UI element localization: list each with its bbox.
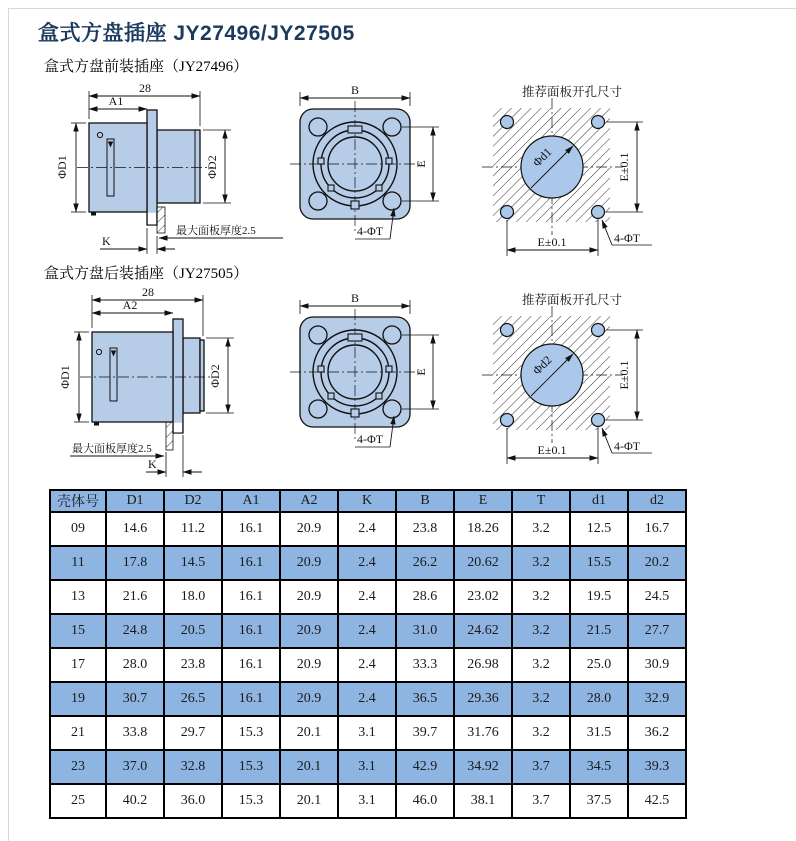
max-panel-note: 最大面板厚度2.5 [72, 443, 152, 455]
drawing-jy27496-front-view [287, 84, 463, 262]
table-row [50, 580, 686, 614]
table-cell: 3.2 [512, 580, 570, 614]
dim-label-b: B [350, 291, 360, 305]
rear-cap [200, 340, 204, 411]
table-cell: 21.5 [570, 614, 628, 648]
table-cell: 25 [50, 784, 106, 818]
table-cell: 39.3 [628, 750, 686, 784]
dim-label-28: 28 [139, 81, 151, 95]
corner-drill-hole [592, 414, 605, 427]
table-cell: 3.2 [512, 648, 570, 682]
table-row [50, 614, 686, 648]
corner-drill-hole [592, 324, 605, 337]
corner-drill-hole [592, 116, 605, 129]
dim-label-e: E [414, 160, 428, 168]
table-cell: 20.9 [280, 682, 338, 716]
mounting-hole [309, 326, 327, 344]
column-header: D2 [164, 490, 222, 512]
table-cell: 24.5 [628, 580, 686, 614]
table-cell: 36.2 [628, 716, 686, 750]
page-edge-top [8, 8, 796, 9]
table-cell: 3.7 [512, 784, 570, 818]
table-cell: 20.1 [280, 716, 338, 750]
table-cell: 38.1 [454, 784, 512, 818]
table-cell: 14.5 [164, 546, 222, 580]
column-header: D1 [106, 490, 164, 512]
table-body [50, 512, 686, 818]
table-cell: 26.2 [396, 546, 454, 580]
corner-drill-hole [592, 206, 605, 219]
table-cell: 36.5 [396, 682, 454, 716]
mounting-hole [383, 118, 401, 136]
mounting-hole [309, 118, 327, 136]
dim-label-e-tol-h: E±0.1 [537, 235, 567, 249]
drawing-jy27505-panel-cutout [460, 288, 690, 474]
table-cell: 11 [50, 546, 106, 580]
dim-label-4phiT: 4-ΦT [357, 224, 384, 238]
table-cell: 20.9 [280, 512, 338, 546]
flange-face [290, 101, 420, 233]
column-header: d1 [570, 490, 628, 512]
header-row [50, 490, 686, 512]
dim-label-phi-d1: Φd1 [529, 144, 555, 170]
table-cell: 23.02 [454, 580, 512, 614]
table-cell: 09 [50, 512, 106, 546]
table-cell: 23.8 [164, 648, 222, 682]
table-cell: 26.98 [454, 648, 512, 682]
column-header: A1 [222, 490, 280, 512]
table-cell: 13 [50, 580, 106, 614]
table-cell: 16.1 [222, 648, 280, 682]
panel-cutout [482, 306, 623, 443]
table-cell: 23.8 [396, 512, 454, 546]
table-cell: 14.6 [106, 512, 164, 546]
table-cell: 16.1 [222, 546, 280, 580]
table-cell: 32.9 [628, 682, 686, 716]
rear-shell [183, 338, 200, 413]
table-cell: 24.8 [106, 614, 164, 648]
table-cell: 46.0 [396, 784, 454, 818]
dim-label-b: B [350, 83, 360, 97]
column-header: d2 [628, 490, 686, 512]
table-cell: 20.62 [454, 546, 512, 580]
dimension-lines [92, 295, 203, 336]
panel-section-hatch [157, 207, 165, 233]
section-label-rear-mount: 盒式方盘后装插座（JY27505） [44, 266, 249, 282]
table-cell: 37.0 [106, 750, 164, 784]
table-row [50, 716, 686, 750]
table-cell: 40.2 [106, 784, 164, 818]
table-cell: 24.62 [454, 614, 512, 648]
column-header: E [454, 490, 512, 512]
table-cell: 3.1 [338, 784, 396, 818]
drawing-jy27505-side-view [50, 286, 285, 482]
table-cell: 20.9 [280, 648, 338, 682]
table-row [50, 750, 686, 784]
dim-label-4phiT: 4-ΦT [614, 439, 641, 453]
drawing-jy27505-front-view [287, 292, 463, 470]
page-title: 盒式方盘插座 JY27496/JY27505 [38, 22, 355, 45]
dim-label-a1: A1 [108, 94, 124, 108]
table-row [50, 648, 686, 682]
mounting-hole [309, 400, 327, 418]
table-cell: 16.1 [222, 512, 280, 546]
table-cell: 20.2 [628, 546, 686, 580]
table-cell: 15.5 [570, 546, 628, 580]
corner-drill-hole [501, 414, 514, 427]
connector-body-shapes [77, 110, 213, 233]
dim-label-k: K [148, 457, 157, 471]
table-cell: 20.9 [280, 580, 338, 614]
table-cell: 32.8 [164, 750, 222, 784]
dim-label-4phiT: 4-ΦT [614, 231, 641, 245]
dim-label-4phiT: 4-ΦT [357, 432, 384, 446]
dim-label-d2: ΦD2 [205, 155, 219, 179]
dim-label-d1: ΦD1 [55, 155, 69, 179]
table-cell: 15 [50, 614, 106, 648]
drawing-jy27496-side-view [50, 82, 285, 262]
table-cell: 27.7 [628, 614, 686, 648]
mounting-hole [383, 326, 401, 344]
table-cell: 30.9 [628, 648, 686, 682]
table-cell: 39.7 [396, 716, 454, 750]
connector-body-shapes [80, 319, 218, 450]
dim-label-phi-d2: Φd2 [529, 352, 555, 378]
dim-label-e-tol-v: E±0.1 [617, 360, 631, 390]
table-cell: 20.9 [280, 614, 338, 648]
mounting-hole [383, 400, 401, 418]
table-cell: 15.3 [222, 784, 280, 818]
column-header: B [396, 490, 454, 512]
table-cell: 3.2 [512, 682, 570, 716]
dimension-lines [89, 91, 200, 126]
table-cell: 29.36 [454, 682, 512, 716]
column-header: K [338, 490, 396, 512]
table-cell: 15.3 [222, 750, 280, 784]
table-cell: 3.7 [512, 750, 570, 784]
table-cell: 34.5 [570, 750, 628, 784]
table-cell: 3.2 [512, 716, 570, 750]
table-cell: 17 [50, 648, 106, 682]
table-cell: 21 [50, 716, 106, 750]
table-cell: 42.9 [396, 750, 454, 784]
table-cell: 30.7 [106, 682, 164, 716]
table-cell: 20.5 [164, 614, 222, 648]
table-cell: 31.76 [454, 716, 512, 750]
column-header: 壳体号 [50, 490, 106, 512]
column-header: A2 [280, 490, 338, 512]
table-cell: 16.1 [222, 682, 280, 716]
table-cell: 3.1 [338, 750, 396, 784]
table-row [50, 512, 686, 546]
table-cell: 16.1 [222, 580, 280, 614]
table-cell: 31.5 [570, 716, 628, 750]
dim-label-28: 28 [142, 285, 154, 299]
dim-label-d2: ΦD2 [208, 364, 222, 388]
table-cell: 19.5 [570, 580, 628, 614]
table-cell: 15.3 [222, 716, 280, 750]
mounting-hole [309, 192, 327, 210]
table-cell: 17.8 [106, 546, 164, 580]
table-cell: 23 [50, 750, 106, 784]
table-cell: 25.0 [570, 648, 628, 682]
table-cell: 34.92 [454, 750, 512, 784]
dim-label-d1: ΦD1 [58, 365, 72, 389]
table-cell: 42.5 [628, 784, 686, 818]
table-cell: 31.0 [396, 614, 454, 648]
corner-drill-hole [501, 324, 514, 337]
table-cell: 18.26 [454, 512, 512, 546]
flange-face [290, 309, 420, 441]
table-cell: 3.2 [512, 512, 570, 546]
page-edge-left [8, 8, 9, 841]
dim-label-a2: A2 [122, 298, 138, 312]
table-cell: 16.7 [628, 512, 686, 546]
table-cell: 18.0 [164, 580, 222, 614]
table-cell: 3.2 [512, 546, 570, 580]
corner-drill-hole [501, 116, 514, 129]
dim-label-e: E [414, 368, 428, 376]
column-header: T [512, 490, 570, 512]
table-cell: 26.5 [164, 682, 222, 716]
table-row [50, 784, 686, 818]
flange [173, 319, 183, 433]
cutout-title: 推荐面板开孔尺寸 [521, 85, 623, 99]
dim-label-k: K [102, 234, 111, 248]
table-cell: 2.4 [338, 682, 396, 716]
section-label-front-mount: 盒式方盘前装插座（JY27496） [44, 59, 249, 75]
table-cell: 20.1 [280, 750, 338, 784]
table-row [50, 682, 686, 716]
table-cell: 20.9 [280, 546, 338, 580]
rear-shell [157, 130, 200, 203]
table-cell: 2.4 [338, 614, 396, 648]
table-cell: 2.4 [338, 546, 396, 580]
shell-size-spec-table [49, 489, 687, 819]
table-cell: 37.5 [570, 784, 628, 818]
dim-label-e-tol-v: E±0.1 [617, 152, 631, 182]
table-cell: 36.0 [164, 784, 222, 818]
table-cell: 11.2 [164, 512, 222, 546]
table-cell: 2.4 [338, 648, 396, 682]
table-cell: 21.6 [106, 580, 164, 614]
table-cell: 19 [50, 682, 106, 716]
table-cell: 3.2 [512, 614, 570, 648]
panel-section-hatch [166, 422, 173, 450]
table-cell: 2.4 [338, 580, 396, 614]
table-cell: 28.6 [396, 580, 454, 614]
table-row [50, 546, 686, 580]
table-cell: 12.5 [570, 512, 628, 546]
table-cell: 28.0 [570, 682, 628, 716]
table-cell: 28.0 [106, 648, 164, 682]
mounting-hole [383, 192, 401, 210]
table-cell: 33.8 [106, 716, 164, 750]
dim-label-e-tol-h: E±0.1 [537, 443, 567, 457]
table-cell: 2.4 [338, 512, 396, 546]
table-cell: 16.1 [222, 614, 280, 648]
corner-drill-hole [501, 206, 514, 219]
table-cell: 20.1 [280, 784, 338, 818]
table-head [50, 490, 686, 512]
table-cell: 3.1 [338, 716, 396, 750]
table-cell: 29.7 [164, 716, 222, 750]
cutout-title: 推荐面板开孔尺寸 [521, 293, 623, 307]
table-cell: 33.3 [396, 648, 454, 682]
panel-cutout [482, 98, 623, 235]
max-panel-note: 最大面板厚度2.5 [176, 225, 256, 237]
drawing-jy27496-panel-cutout [460, 80, 690, 266]
